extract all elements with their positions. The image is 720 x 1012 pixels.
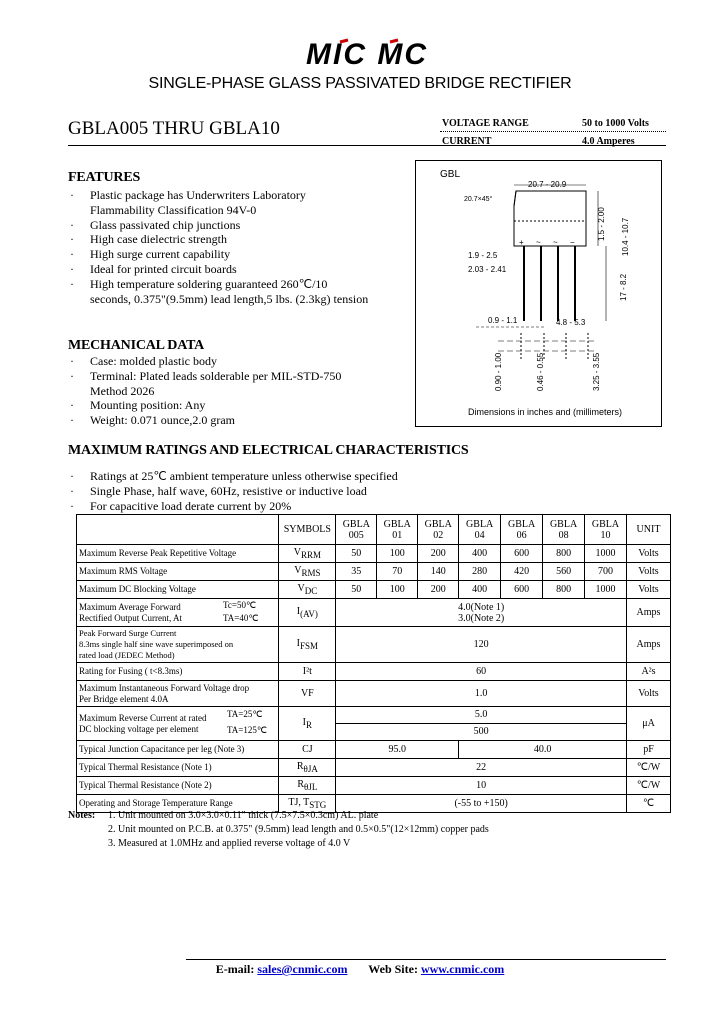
current-label: CURRENT [442, 136, 492, 147]
list-item: · Ratings at 25℃ ambient temperature unless otherwise specified [70, 469, 398, 483]
part-header: GBLA 01 [377, 515, 418, 545]
svg-text:+: + [519, 238, 524, 247]
ratings-table [76, 514, 671, 813]
part-header: GBLA 06 [501, 515, 543, 545]
table-row: Typical Thermal Resistance (Note 2) $R_{\theta JL}$ 10 ℃/W [77, 777, 671, 795]
list-item: · High surge current capability [70, 247, 231, 262]
mic-logo [292, 38, 442, 68]
svg-text:−: − [570, 238, 575, 247]
svg-text:17 - 8.2: 17 - 8.2 [619, 273, 628, 301]
svg-text:~: ~ [536, 238, 541, 247]
svg-text:0.90 - 1.00: 0.90 - 1.00 [494, 352, 503, 391]
svg-text:1.9 - 2.5: 1.9 - 2.5 [468, 251, 498, 260]
website-link[interactable]: www.cnmic.com [420, 962, 505, 976]
logo-text: MIC MC [306, 38, 428, 68]
table-row: Typical Thermal Resistance (Note 1) $R_{\theta JA}$ 22 ℃/W [77, 759, 671, 777]
voltage-value: 50 to 1000 Volts [582, 118, 649, 129]
mechanical-title: MECHANICAL DATA [68, 338, 205, 353]
diagram-caption: Dimensions in inches and (millimeters) [468, 407, 623, 417]
features-list [68, 188, 408, 306]
list-item: Flammability Classification 94V-0 [90, 202, 257, 217]
svg-text:0.9 - 1.1: 0.9 - 1.1 [488, 316, 518, 325]
spec-divider [440, 131, 666, 132]
table-row: Maximum Instantaneous Forward Voltage drop Per Bridge element 4.0A VF 1.0 Volts [77, 681, 671, 707]
table-row: Typical Junction Capacitance per leg (Note 3) CJ 95.0 40.0 pF [77, 741, 671, 759]
table-row: Operating and Storage Temperature Range TJ, $T_{STG}$ (-55 to +150) ℃ [77, 795, 671, 813]
list-item: · Plastic package has Underwriters Laboratory [70, 188, 306, 202]
part-header: GBLA 08 [543, 515, 585, 545]
part-range-title: GBLA005 THRU GBLA10 [68, 118, 280, 139]
list-item: · Single Phase, half wave, 60Hz, resistive or inductive load [70, 483, 367, 498]
svg-text:20.7 - 20.9: 20.7 - 20.9 [528, 180, 567, 189]
list-item: Method 2026 [90, 383, 155, 398]
list-item: · Weight: 0.071 ounce,2.0 gram [70, 413, 236, 428]
list-item: · High case dielectric strength [70, 232, 227, 247]
package-label: GBL [440, 169, 461, 180]
svg-text:2.03 - 2.41: 2.03 - 2.41 [468, 265, 507, 274]
table-row: Maximum RMS Voltage $V_{RMS}$ 35 70 140 280 420 560 700 Volts [77, 563, 671, 581]
notes: Notes: 1. Unit mounted on 3.0×3.0×0.11" thick (7.5×7.5×0.3cm) AL. plate 2. Unit mounted on P.C.B. at 0.375" (9.5mm) lead length and 0.5×0.5"(12×12mm) copper pads 3. Measured at 1.0MHz and applied reverse voltage of 4.0 V [68, 810, 489, 849]
footer: E-mail: sales@cnmic.com Web Site: www.cnmic.com [215, 962, 505, 976]
svg-text:3.25 - 3.55: 3.25 - 3.55 [592, 352, 601, 391]
current-value: 4.0 Amperes [582, 136, 635, 147]
table-row: Peak Forward Surge Current 8.3ms single half sine wave superimposed on rated load (JEDEC Method) $I_{FSM}$ 120 Amps [77, 627, 671, 663]
part-header: GBLA 04 [459, 515, 501, 545]
list-item: · Case: molded plastic body [70, 354, 217, 368]
part-header: GBLA 10 [585, 515, 627, 545]
svg-text:1.5 - 2.00: 1.5 - 2.00 [597, 207, 606, 241]
voltage-label: VOLTAGE RANGE [442, 118, 529, 129]
email-link[interactable]: sales@cnmic.com [257, 962, 348, 976]
document-subtitle: SINGLE-PHASE GLASS PASSIVATED BRIDGE RECTIFIER [148, 75, 572, 92]
list-item: · High temperature soldering guaranteed 260℃/10 [70, 276, 328, 291]
list-item: · For capacitive load derate current by 20% [70, 498, 292, 513]
svg-text:20.7×45°: 20.7×45° [464, 196, 493, 203]
table-row: Maximum DC Blocking Voltage $V_{DC}$ 50 100 200 400 600 800 1000 Volts [77, 581, 671, 599]
part-header: GBLA 02 [418, 515, 459, 545]
footer-divider [186, 959, 666, 960]
table-row: Maximum Reverse Current at rated DC blocking voltage per element TA=25℃ TA=125℃ $I_R$ 5.0 500 μA [77, 707, 671, 741]
svg-text:~: ~ [553, 238, 558, 247]
svg-text:10.4 - 10.7: 10.4 - 10.7 [621, 217, 630, 256]
symbols-header: SYMBOLS [279, 515, 336, 545]
unit-header: UNIT [627, 515, 671, 545]
ratings-conditions [68, 469, 668, 513]
part-header: GBLA 005 [336, 515, 377, 545]
package-diagram [415, 160, 662, 427]
mechanical-list [68, 354, 408, 428]
list-item: seconds, 0.375"(9.5mm) lead length,5 lbs. (2.3kg) tension [90, 291, 369, 306]
list-item: · Terminal: Plated leads solderable per MIL-STD-750 [70, 368, 342, 383]
svg-text:4.8 - 5.3: 4.8 - 5.3 [556, 318, 586, 327]
table-row: Rating for Fusing ( t<8.3ms) I²t 60 A²s [77, 663, 671, 681]
table-row: Maximum Reverse Peak Repetitive Voltage $V_{RRM}$ 50 100 200 400 600 800 1000 Volts [77, 545, 671, 563]
svg-text:0.46 - 0.55: 0.46 - 0.55 [536, 352, 545, 391]
features-title: FEATURES [68, 170, 141, 185]
table-row: Maximum Average Forward Rectified Output Current, At Tc=50℃ TA=40℃ $I_{(AV)}$ 4.0(Note 1) 3.0(Note 2) Amps [77, 599, 671, 627]
ratings-title: MAXIMUM RATINGS AND ELECTRICAL CHARACTERISTICS [68, 443, 469, 458]
list-item: · Mounting position: Any [70, 398, 206, 413]
list-item: · Ideal for printed circuit boards [70, 261, 237, 276]
table-header-row [77, 515, 671, 545]
header-divider [68, 145, 666, 146]
list-item: · Glass passivated chip junctions [70, 217, 241, 232]
notes-label: Notes: [68, 810, 96, 821]
